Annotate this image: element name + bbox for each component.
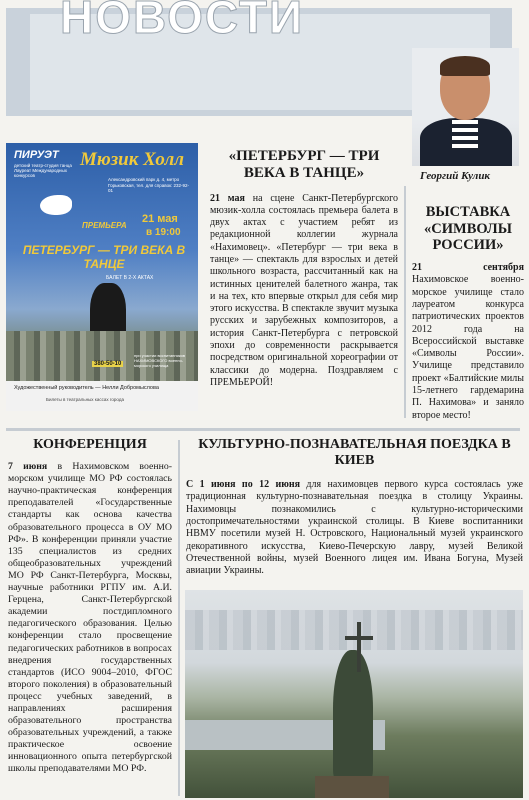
poster-tickets: Билеты в театральных кассах города xyxy=(46,397,124,402)
swan-shape xyxy=(40,195,72,215)
article-conference-title: КОНФЕРЕНЦИЯ xyxy=(33,437,147,452)
portrait-photo xyxy=(412,48,519,166)
article-conference-body: в Нахимовском военно-морском училище МО РФ состоялась научно-практическая конференция преподавателей «Государственные стандарты как основа качества образовательного процесса в ОУ МО РФ». В конференции приняли участие 135 специалистов из средних общеобразовательных учреждений МО РФ Санкт-Петербурга, Москвы, научные работники РГПУ им. А.И. Герцена, Санкт-Петербургской академии постдипломного педагогического образования. Целью конференции стало просвещение педагогических работников в вопросах внедрения государственных стандартов (ИСО 9004–2010, ФГОС второго поколения) в образовательный процесс учебных заведений, в направлениях расширения образовательного пространства образовательных учреждений, а также практическое освоение инновационного опыта петербургской школы преподавателями МО РФ. xyxy=(8,461,172,775)
cross-icon xyxy=(357,622,361,672)
poster-time: в 19:00 xyxy=(146,227,181,238)
page-title: НОВОСТИ xyxy=(60,0,305,43)
kiev-monument-photo xyxy=(185,590,523,798)
hair-shape xyxy=(440,56,490,76)
article-symbols-lead: 21 сентября xyxy=(412,262,524,274)
article-petersburg-lead: 21 мая xyxy=(210,192,245,204)
article-kiev-text xyxy=(186,479,523,577)
article-petersburg-text xyxy=(210,193,398,390)
article-petersburg-title: «ПЕТЕРБУРГ — ТРИ ВЕКА В ТАНЦЕ» xyxy=(228,148,380,182)
article-symbols xyxy=(412,204,524,422)
poster-partners: при участии воспитанников НАХИМОВСКОГО военно-морского училища xyxy=(134,353,185,368)
article-symbols-body: Нахимовское военно-морское училище стало лауреатом конкурса патриотических проектов 2012 года на Всероссийской выставке «Символы России». Училище представило проект «Балтийские милы 15-летнего гардемарина П. Нахимова» и заняло второе место! xyxy=(412,274,524,421)
article-symbols-title: ВЫСТАВКА «СИМВОЛЫ РОССИИ» xyxy=(424,204,512,254)
ballet-poster xyxy=(6,143,198,411)
article-kiev xyxy=(186,437,523,578)
article-conference xyxy=(8,437,172,776)
striped-shirt-shape xyxy=(452,120,478,148)
column-divider-2 xyxy=(178,440,180,796)
article-kiev-body: для нахимовцев первого курса состоялась уже традиционная культурно-познавательная поездка в столицу Украины. Нахимовцы познакомились с культурно-историческими достопримечательностями украинской столицы. В Киеве воспитанники НВМУ посетили музей Н. Островского, Национальный музей украинского декоративного искусства, Киево-Печерскую лавру, музей Великой Отечественной войны, музей Военного лицея им. Ивана Богуна, Музей авиации Украины. xyxy=(186,479,523,577)
poster-phone: 380-50-10 xyxy=(94,361,122,367)
section-divider xyxy=(6,428,520,431)
poster-hall: Мюзик Холл xyxy=(80,149,184,170)
poster-premiere: ПРЕМЬЕРА xyxy=(82,221,127,230)
photo-caption: Георгий Кулик xyxy=(420,170,491,182)
article-kiev-lead: С 1 июня по 12 июня xyxy=(186,479,301,491)
pedestal-shape xyxy=(315,776,389,798)
poster-logo-sub: детский театр-студия танца Лауреат Международных конкурсов xyxy=(14,163,72,178)
poster-address: Александровский парк д. 4, метро Горьковская, тел. для справок: 232-92-01 xyxy=(108,177,190,193)
poster-director: Художественный руководитель — Нелли Добромыслова xyxy=(14,385,159,391)
article-petersburg-body: на сцене Санкт-Петербургского мюзик-холла состоялась премьера балета в двух актах с участием ребят из редакционной коллегии журнала «Нахимовец». «Петербург — три века в танце» — спектакль для взрослых и детей школьного возраста, рассчитанный как на истинных ценителей балетного жанра, так и на тех, кто впервые открыл для себя мир этого искусства. В спектакле звучит музыка русских и зарубежных композиторов, а история Санкт-Петербурга с петровской эпохи до современности раскрывается посредством оригинальной хореографии от классики до модерна. Поздравляем с ПРЕМЬЕРОЙ! xyxy=(210,192,398,388)
poster-title: ПЕТЕРБУРГ — ТРИ ВЕКА В ТАНЦЕ xyxy=(22,243,186,271)
article-symbols-text xyxy=(412,262,524,422)
cross-bar-shape xyxy=(345,636,373,640)
column-divider xyxy=(404,186,406,418)
poster-subtitle: БАЛЕТ В 2-Х АКТАХ xyxy=(106,275,154,281)
article-conference-text xyxy=(8,461,172,775)
article-petersburg xyxy=(210,148,398,389)
article-conference-lead: 7 июня xyxy=(8,461,48,473)
city-skyline-shape xyxy=(185,610,523,650)
monument-statue-shape xyxy=(333,650,373,780)
poster-date: 21 мая xyxy=(142,213,178,225)
poster-logo: ПИРУЭТ xyxy=(14,149,59,161)
article-kiev-title: КУЛЬТУРНО-ПОЗНАВАТЕЛЬНАЯ ПОЕЗДКА В КИЕВ xyxy=(198,437,511,469)
